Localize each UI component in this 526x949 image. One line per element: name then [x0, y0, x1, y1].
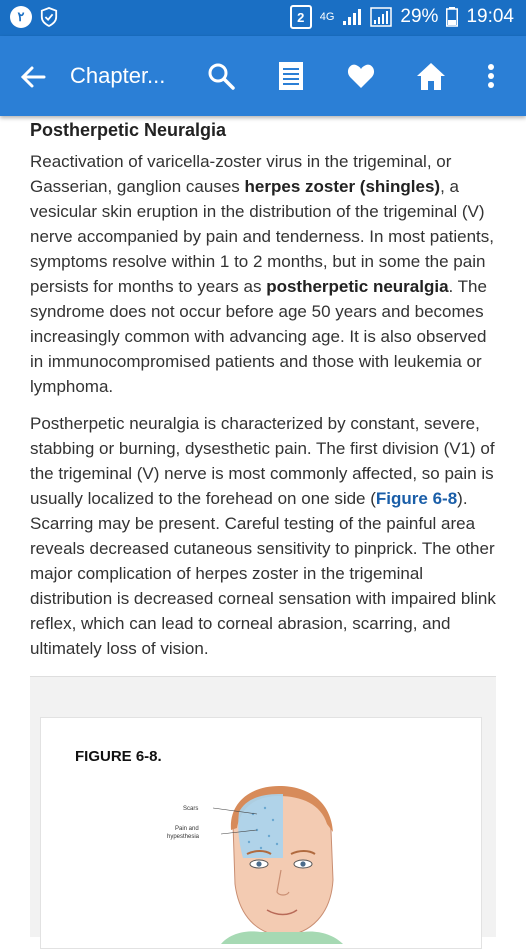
battery-percent: 29% [400, 6, 439, 27]
home-icon [415, 61, 447, 91]
notification-badge-icon: ٢ [10, 6, 32, 28]
annotation-pain-2: hypesthesia [167, 834, 200, 840]
sim-slot-icon: 2 [290, 5, 312, 29]
figure-link[interactable]: Figure 6-8 [375, 489, 458, 508]
shield-check-icon [40, 7, 58, 27]
network-type: 4G [319, 10, 335, 23]
favorite-heart-icon [347, 63, 375, 89]
battery-icon [446, 7, 458, 27]
section-heading: Postherpetic Neuralgia [30, 120, 227, 140]
figure-card[interactable] [40, 717, 482, 949]
figure-panel [30, 676, 496, 937]
contents-button[interactable] [273, 58, 309, 94]
figure-illustration [161, 784, 369, 944]
search-icon [207, 62, 235, 90]
signal-strength-sim2-icon [370, 7, 392, 27]
paragraph-1: Reactivation of varicella-zoster virus in the trigeminal, or Gasserian, ganglion causes herpes zoster (shingles), a vesicular skin eruption in the distribution of the trigeminal (V) nerve accompanied by pain and tenderness. In most patients, symptoms resolve within 1 to 2 months, but in some the pain persists for months to years as postherpetic neuralgia. The syndrome does not occur before age 50 years and becomes increasingly common with advancing age. It is also observed in immunocompromised patients and those with leukemia or lymphoma. [30, 152, 495, 396]
favorite-button[interactable] [343, 58, 379, 94]
article-content [30, 118, 496, 673]
paragraph-2: Postherpetic neuralgia is characterized by constant, severe, stabbing or burning, dysesthetic pain. The first division (V1) of the trigeminal (V) nerve is most commonly affected, so pain is usually localized to the forehead on one side (Figure 6-8). Scarring may be present. Careful testing of the painful area reveals decreased cutaneous sensitivity to pinprick. The other major complication of herpes zoster in the trigeminal distribution is decreased corneal sensation with impaired blink reflex, which can lead to corneal abrasion, scarring, and ultimately loss of vision. [30, 414, 496, 658]
app-bar-title: Chapter... [70, 63, 166, 88]
search-button[interactable] [203, 58, 239, 94]
term-postherpetic-neuralgia: postherpetic neuralgia [266, 277, 449, 296]
annotation-pain-1: Pain and [175, 826, 199, 832]
signal-strength-icon [342, 8, 362, 26]
back-arrow-icon[interactable] [18, 62, 48, 92]
annotation-scars: Scars [183, 806, 199, 812]
app-bar [0, 36, 526, 116]
figure-label: FIGURE 6-8. [75, 748, 162, 765]
overflow-menu-button[interactable] [476, 58, 506, 94]
clock: 19:04 [466, 6, 514, 27]
term-herpes-zoster: herpes zoster (shingles) [244, 177, 441, 196]
more-vertical-icon [487, 63, 495, 89]
contents-icon [278, 61, 304, 91]
home-button[interactable] [413, 58, 449, 94]
status-bar [0, 0, 526, 36]
